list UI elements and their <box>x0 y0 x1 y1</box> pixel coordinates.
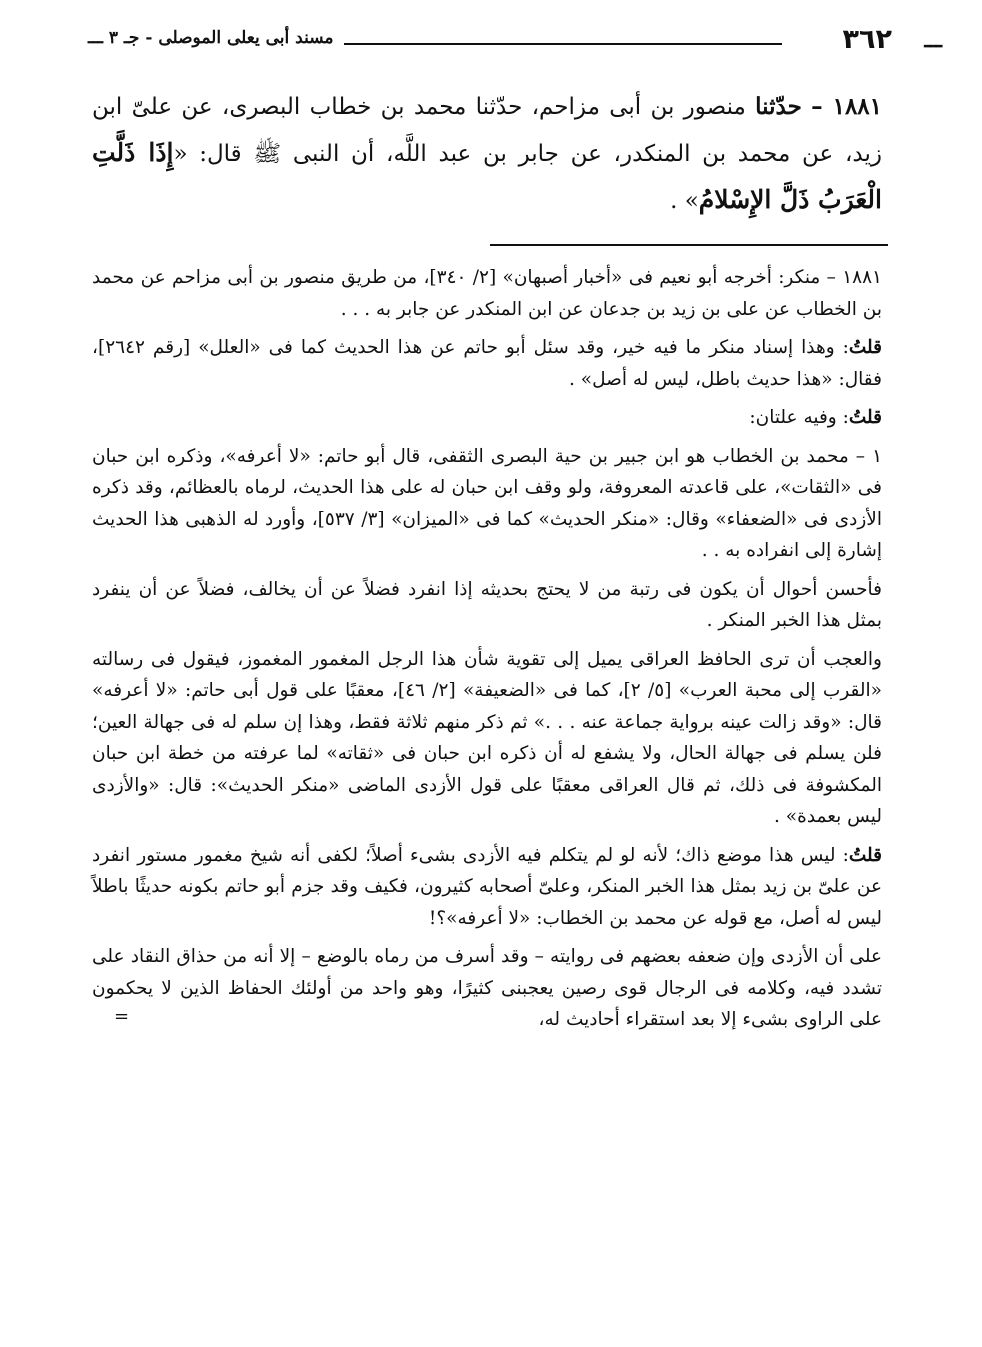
note-paragraph: والعجب أن ترى الحافظ العراقى يميل إلى تقوية شأن هذا الرجل المغمور المغموز، فيقول فى رسالته «القرب إلى محبة العرب» [٥/ ٢]، كما فى «الضعيفة» [٢/ ٤٦]، معقبًا على قول أبى حاتم: «لا أعرفه» قال: «وقد زالت عينه برواية جماعة عنه . . .» ثم ذكر منهم ثلاثة فقط، وهذا إن سلم له فى جهالة العين؛ فلن يسلم فى جهالة الحال، ولا يشفع له أن ذكره ابن حبان فى «ثقاته» لما عرفته من خطة ابن حبان المكشوفة فى ذلك، ثم قال العراقى معقبًا على قول الأزدى الماضى «منكر الحديث»: قال: «والأزدى ليس بعمدة» . <box>92 648 882 827</box>
note-paragraph: قلتُ: ليس هذا موضع ذاك؛ لأنه لو لم يتكلم فيه الأزدى بشىء أصلاً؛ لكفى أنه شيخ مغمور مستور انفرد عن علىّ بن زيد بمثل هذا الخبر المنكر، وعلىّ أصحابه كثيرون، فكيف وقد جزم أبو حاتم بكونه حديثًا باطلاً ليس له أصل، مع قوله عن محمد بن الخطاب: «لا أعرفه»؟! <box>92 844 882 929</box>
running-title <box>88 28 344 48</box>
haddathana: حدّثنا <box>755 93 802 120</box>
header-dash: ـــ <box>924 28 942 52</box>
note-paragraph: قلتُ: وهذا إسناد منكر ما فيه خير، وقد سئل أبو حاتم عن هذا الحديث كما فى «العلل» [رقم ٢٦٤٢]، فقال: «هذا حديث باطل، ليس له أصل» . <box>92 337 882 390</box>
hadith-matn: إِذَا ذَلَّتِ الْعَرَبُ ذَلَّ الإِسْلامُ <box>92 138 882 214</box>
footnotes <box>92 262 882 1043</box>
hadith-isnad: منصور بن أبى مزاحم، حدّثنا محمد بن خطاب البصرى، عن علىّ ابن زيد، عن محمد بن المنكدر، عن جابر بن عبد اللَّه، أن النبى ﷺ قال: « <box>92 94 882 167</box>
note-paragraph: فأحسن أحوال أن يكون فى رتبة من لا يحتج بحديثه إذا انفرد فضلاً عن أن يخالف، فضلاً عن أن ينفرد بمثل هذا الخبر المنكر . <box>92 578 882 631</box>
note-paragraph: ١ – محمد بن الخطاب هو ابن جبير بن حية البصرى الثقفى، قال أبو حاتم: «لا أعرفه»، وذكره ابن حبان فى «الثقات»، على قاعدته المعروفة، ولو وقف ابن حبان له على هذا الحديث، لرماه بالعظائم، وقد ذكره الأزدى فى «الضعفاء» وقال: «منكر الحديث» كما فى «الميزان» [٣/ ٥٣٧]، وأورد له الذهبى هذا الحديث إشارة إلى انفراده به . . <box>92 445 882 561</box>
hadith-text <box>92 84 882 224</box>
note-paragraph: على أن الأزدى وإن ضعفه بعضهم فى روايته – وقد أسرف من رماه بالوضع – إلا أنه من حذاق النقاد على تشدد فيه، وكلامه فى الرجال قوى رصين يعجبنى كثيرًا، وهو واحد من أولئك الحفاظ الذين لا يحكمون على الراوى بشىء إلا بعد استقراء أحاديث له، <box>92 946 882 1030</box>
hadith-number: ١٨٨١ – <box>811 93 883 120</box>
hadith-closing: » . <box>670 188 699 214</box>
page-number: ٣٦٢ <box>833 24 892 55</box>
note-paragraph: ١٨٨١ – منكر: أخرجه أبو نعيم فى «أخبار أصبهان» [٢/ ٣٤٠]، من طريق منصور بن أبى مزاحم عن محمد بن الخطاب عن على بن زيد بن جدعان عن ابن المنكدر عن جابر به . . . <box>92 267 882 320</box>
continuation-mark: = <box>114 1006 130 1027</box>
running-title-text: مسند أبى يعلى الموصلى - جـ ٣ <box>108 28 334 48</box>
note-paragraph: قلتُ: وفيه علتان: <box>749 407 882 428</box>
header-dash-left: ـــ <box>88 28 103 48</box>
page-header <box>88 24 942 56</box>
footnote-separator <box>490 244 888 246</box>
